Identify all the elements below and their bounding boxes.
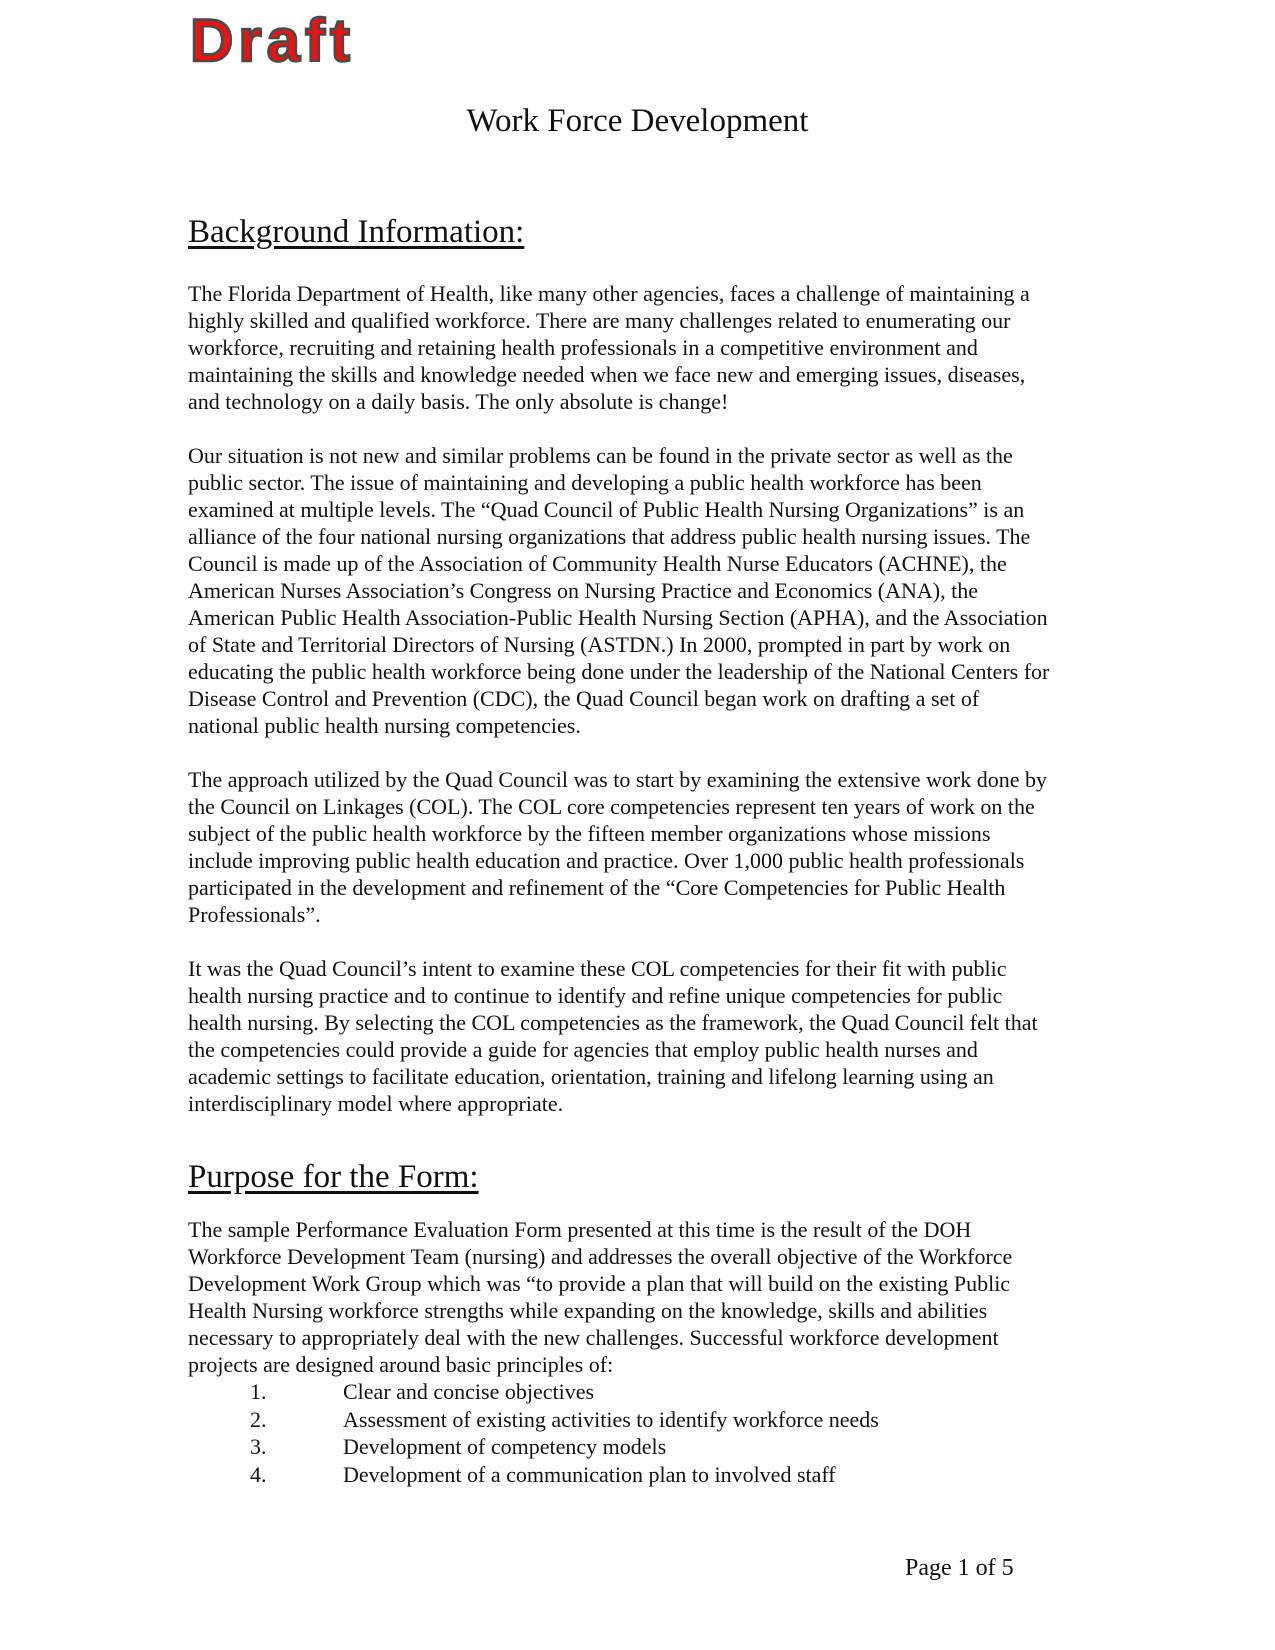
paragraph-background-2: Our situation is not new and similar problems can be found in the private sector as well as the public sector. The issue of maintaining and developing a public health workforce has been examined at multiple levels. The “Quad Council of Public Health Nursing Organizations” is an alliance of the four national nursing organizations that address public health nursing issues. The Council is made up of the Association of Community Health Nurse Educators (ACHNE), the American Nurses Association’s Congress on Nursing Practice and Economics (ANA), the American Public Health Association-Public Health Nursing Section (APHA), and the Association of State and Territorial Directors of Nursing (ASTDN.) In 2000, prompted in part by work on educating the public health workforce being done under the leadership of the National Centers for Disease Control and Prevention (CDC), the Quad Council began work on drafting a set of national public health nursing competencies. bbox=[188, 443, 1050, 738]
list-item bbox=[188, 1378, 1050, 1406]
paragraph-background-3: The approach utilized by the Quad Council was to start by examining the extensive work done by the Council on Linkages (COL). The COL core competencies represent ten years of work on the subject of the public health workforce by the fifteen member organizations whose missions include improving public health education and practice. Over 1,000 public health professionals participated in the development and refinement of the “Core Competencies for Public Health Professionals”. bbox=[188, 767, 1047, 927]
page-number: Page 1 of 5 bbox=[905, 1555, 1014, 1581]
paragraph-background-1: The Florida Department of Health, like many other agencies, faces a challenge of maintaining a highly skilled and qualified workforce. There are many challenges related to enumerating our workforce, recruiting and retaining health professionals in a competitive environment and maintaining the skills and knowledge needed when we face new and emerging issues, diseases, and technology on a daily basis. The only absolute is change! bbox=[188, 281, 1030, 414]
section-heading-purpose-for-form: Purpose for the Form: bbox=[188, 1159, 479, 1195]
list-item-text: Development of a communication plan to involved staff bbox=[343, 1461, 836, 1487]
list-item-text: Assessment of existing activities to identify workforce needs bbox=[343, 1406, 879, 1432]
paragraph-background-4: It was the Quad Council’s intent to examine these COL competencies for their fit with public health nursing practice and to continue to identify and refine unique competencies for public health nursing. By selecting the COL competencies as the framework, the Quad Council felt that the competencies could provide a guide for agencies that employ public health nurses and academic settings to facilitate education, orientation, training and lifelong learning using an interdisciplinary model where appropriate. bbox=[188, 956, 1038, 1116]
list-item-number: 4. bbox=[250, 1461, 267, 1487]
draft-watermark: Draft bbox=[190, 7, 356, 74]
list-item-text: Development of competency models bbox=[343, 1434, 667, 1459]
list-item-number: 3. bbox=[250, 1434, 267, 1459]
paragraph-purpose: The sample Performance Evaluation Form presented at this time is the result of the DOH Workforce Development Team (nursing) and addresses the overall objective of the Workforce Development Work Group which was “to provide a plan that will build on the existing Public Health Nursing workforce strengths while expanding on the knowledge, skills and abilities necessary to appropriately deal with the new challenges. Successful workforce development projects are designed around basic principles of: bbox=[188, 1217, 1013, 1377]
list-item-number: 1. bbox=[250, 1379, 267, 1404]
document-title: Work Force Development bbox=[466, 103, 809, 139]
section-heading-background-information: Background Information: bbox=[188, 214, 525, 250]
list-item bbox=[188, 1406, 1050, 1434]
list-item bbox=[188, 1461, 1050, 1489]
list-item bbox=[188, 1433, 1050, 1461]
document-body bbox=[188, 0, 1050, 1488]
list-item-number: 2. bbox=[250, 1406, 267, 1432]
list-item-text: Clear and concise objectives bbox=[343, 1379, 595, 1404]
numbered-list bbox=[188, 1378, 1050, 1488]
